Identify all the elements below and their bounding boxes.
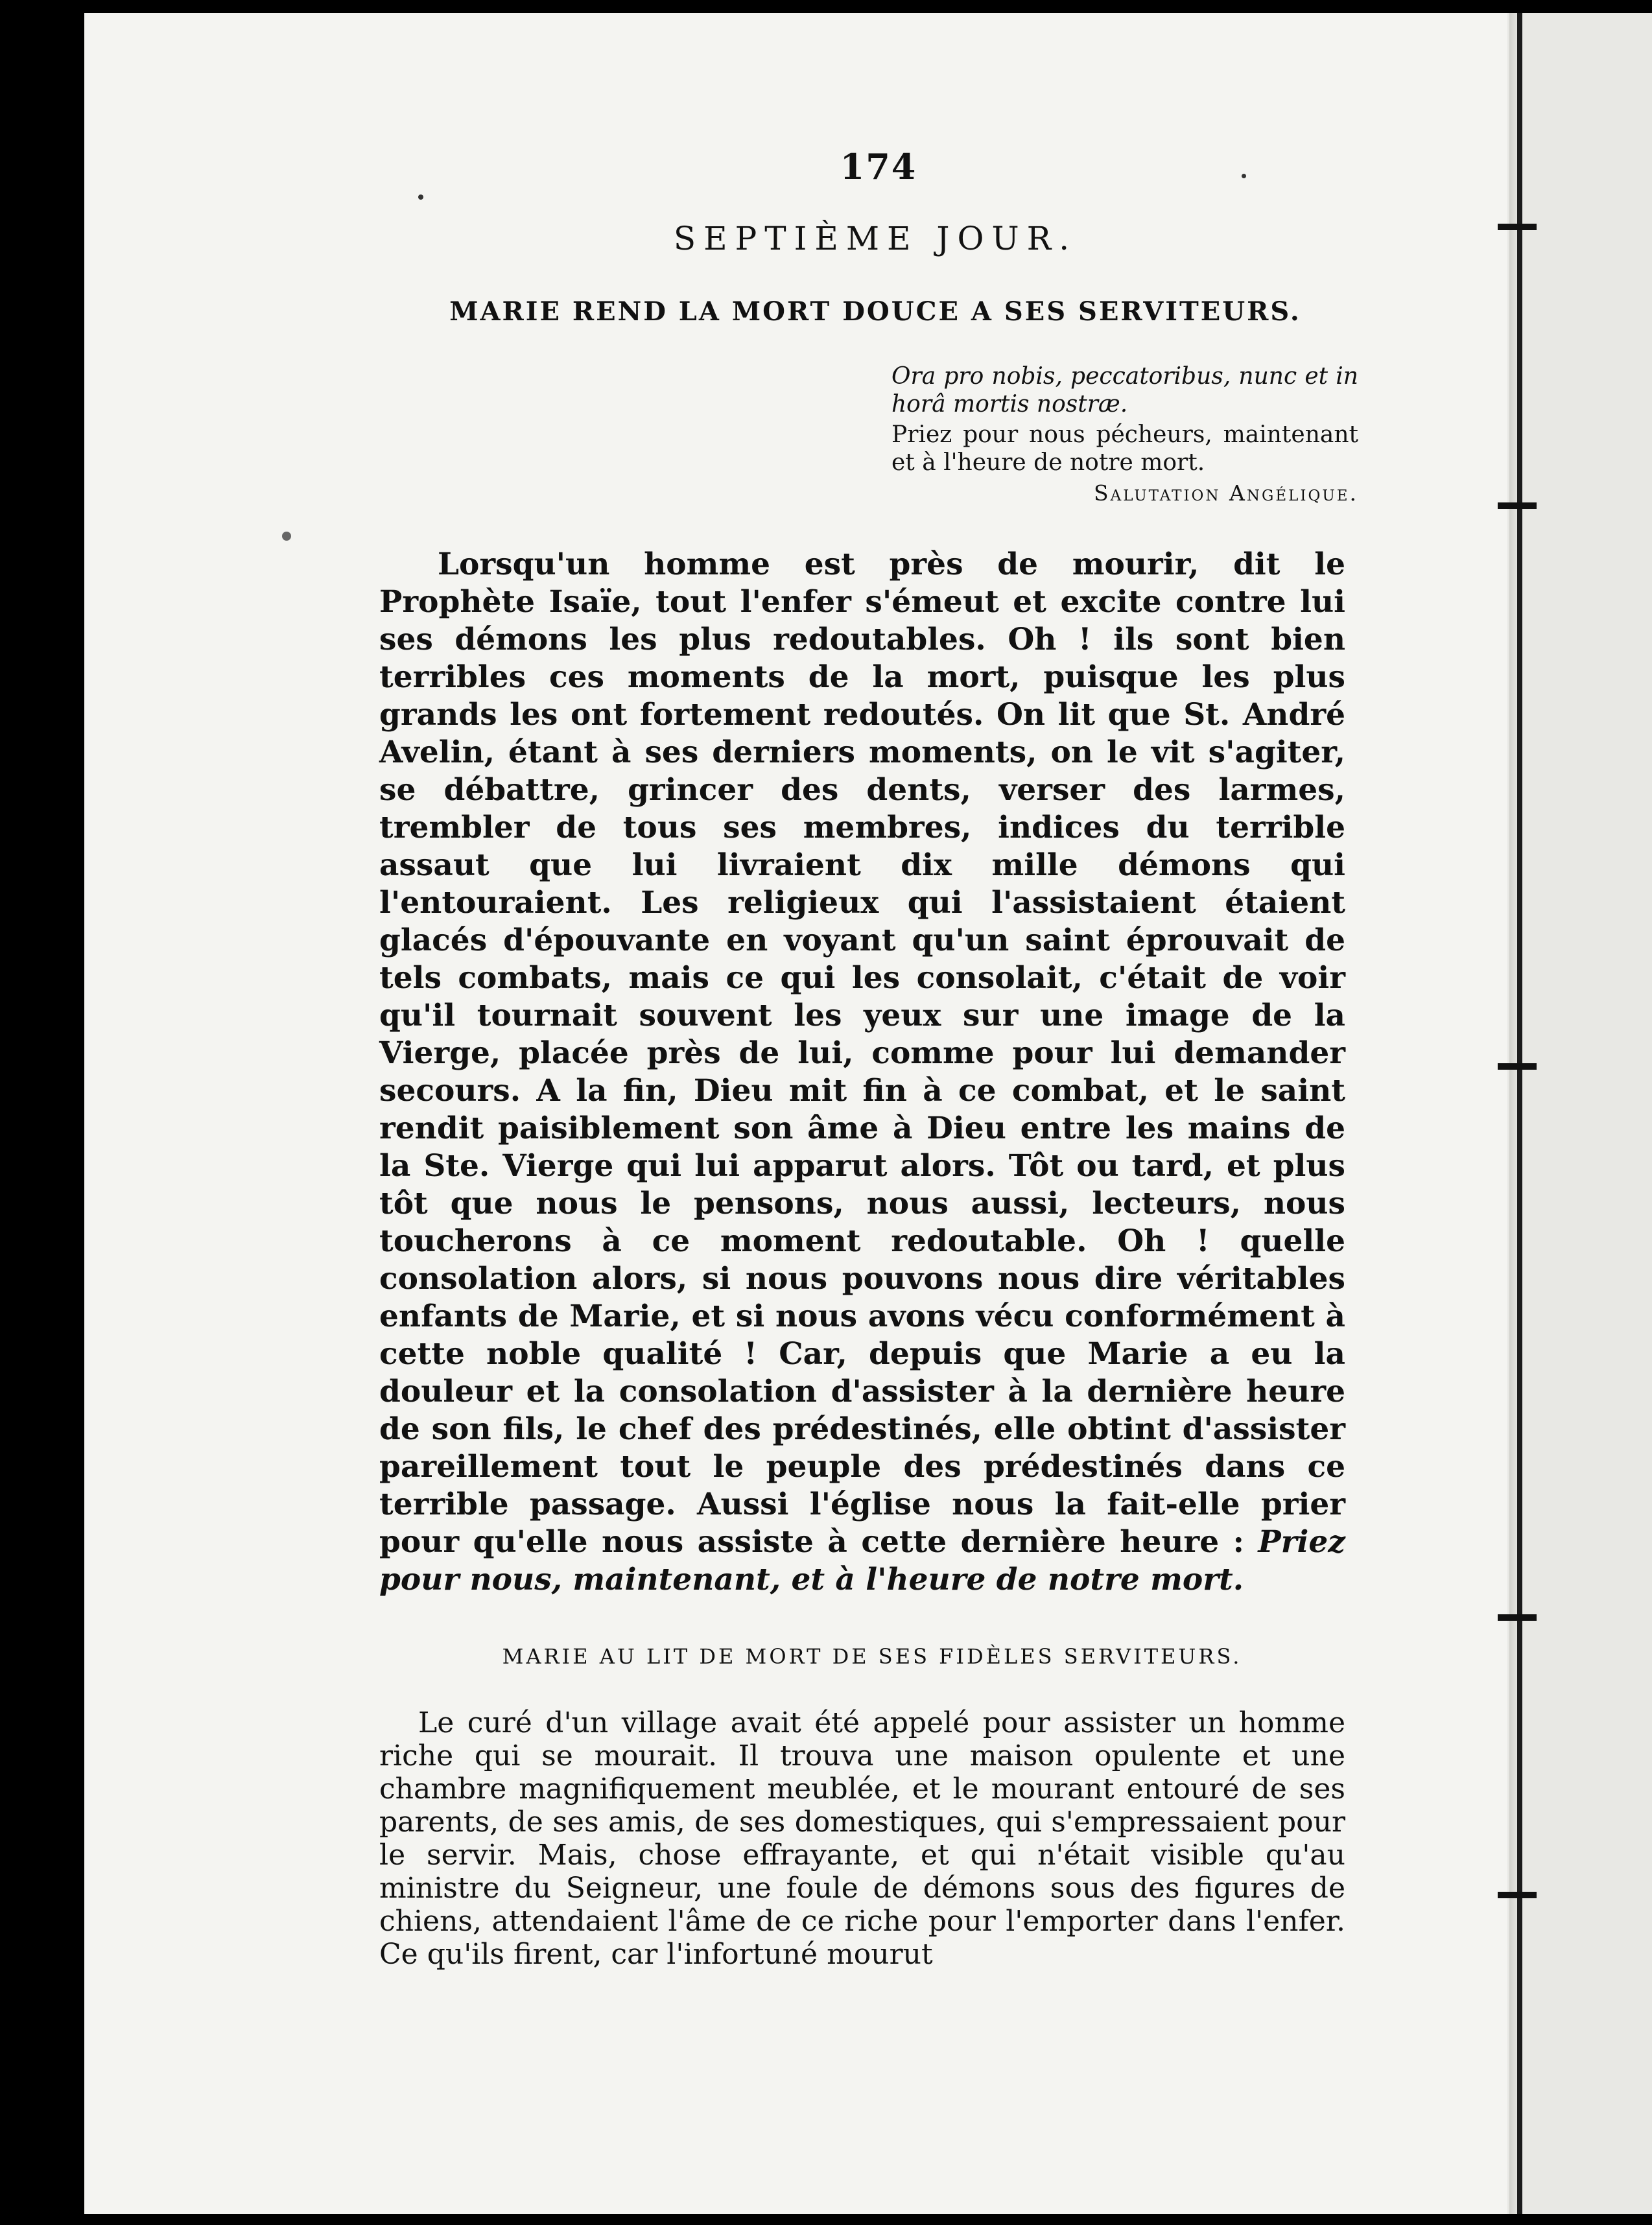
chapter-subtitle: MARIE REND LA MORT DOUCE A SES SERVITEURS.	[449, 296, 1301, 327]
story-paragraph	[379, 1706, 1345, 1971]
binding-line	[1517, 13, 1522, 2214]
print-speck	[282, 532, 291, 541]
epigraph-latin: Ora pro nobis, peccatoribus, nunc et in horâ mortis nostræ.	[891, 363, 1358, 418]
epigraph-french: Priez pour nous pécheurs, maintenant et à l'heure de notre mort.	[891, 421, 1358, 476]
binding-stitch-mark	[1498, 1892, 1537, 1898]
epigraph-source: Salutation Angélique.	[1094, 480, 1358, 506]
page-number: 174	[840, 146, 917, 187]
page-content	[379, 146, 1358, 1971]
binding-stitch-mark	[1498, 502, 1537, 509]
story-text: Le curé d'un village avait été appelé pour assister un homme riche qui se mourait. Il trouva une maison opulente et une chambre magnifiquement meublée, et le mourant entouré de ses parents, de ses amis, de ses domestiques, qui s'empressaient pour le servir. Mais, chose effrayante, et qui n'était visible qu'au ministre du Seigneur, une foule de démons sous des figures de chiens, attendaient l'âme de ce riche pour l'emporter dans l'enfer. Ce qu'ils firent, car l'infortuné mourut	[379, 1706, 1345, 1971]
section-heading: MARIE AU LIT DE MORT DE SES FIDÈLES SERVITEURS.	[502, 1644, 1242, 1669]
main-paragraph-text: Lorsqu'un homme est près de mourir, dit le Prophète Isaïe, tout l'enfer s'émeut et excite contre lui ses démons les plus redoutables. Oh ! ils sont bien terribles ces moments de la mort, puisque les plus grands les ont fortement redoutés. On lit que St. André Avelin, étant à ses derniers moments, on le vit s'agiter, se débattre, grincer des dents, verser des larmes, trembler de tous ses membres, indices du terrible assaut que lui livraient dix mille démons qui l'entouraient. Les religieux qui l'assistaient étaient glacés d'épouvante en voyant qu'un saint éprouvait de tels combats, mais ce qui les consolait, c'était de voir qu'il tournait souvent les yeux sur une image de la Vierge, placée près de lui, comme pour lui demander secours. A la fin, Dieu mit fin à ce combat, et le saint rendit paisiblement son âme à Dieu entre les mains de la Ste. Vierge qui lui apparut alors. Tôt ou tard, et plus tôt que nous le pensons, nous aussi, lecteurs, nous toucherons à ce moment redoutable. Oh ! quelle consolation alors, si nous pouvons nous dire véritables enfants de Marie, et si nous avons vécu conformément à cette noble qualité ! Car, depuis que Marie a eu la douleur et la consolation d'assister à la dernière heure de son fils, le chef des prédestinés, elle obtint d'assister pareillement tout le peuple des prédestinés dans ce terrible passage. Aussi l'église nous la fait-elle prier pour qu'elle nous assiste à cette dernière heure :	[379, 547, 1345, 1560]
chapter-title: SEPTIÈME JOUR.	[673, 220, 1078, 257]
binding-stitch-mark	[1498, 224, 1537, 230]
epigraph	[891, 362, 1358, 507]
next-page-edge	[1507, 13, 1652, 2214]
main-paragraph-italic: Priez pour nous, maintenant, et à l'heure de notre mort.	[379, 1524, 1345, 1597]
binding-stitch-mark	[1498, 1614, 1537, 1621]
binding-stitch-mark	[1498, 1063, 1537, 1070]
main-paragraph	[379, 546, 1345, 1599]
